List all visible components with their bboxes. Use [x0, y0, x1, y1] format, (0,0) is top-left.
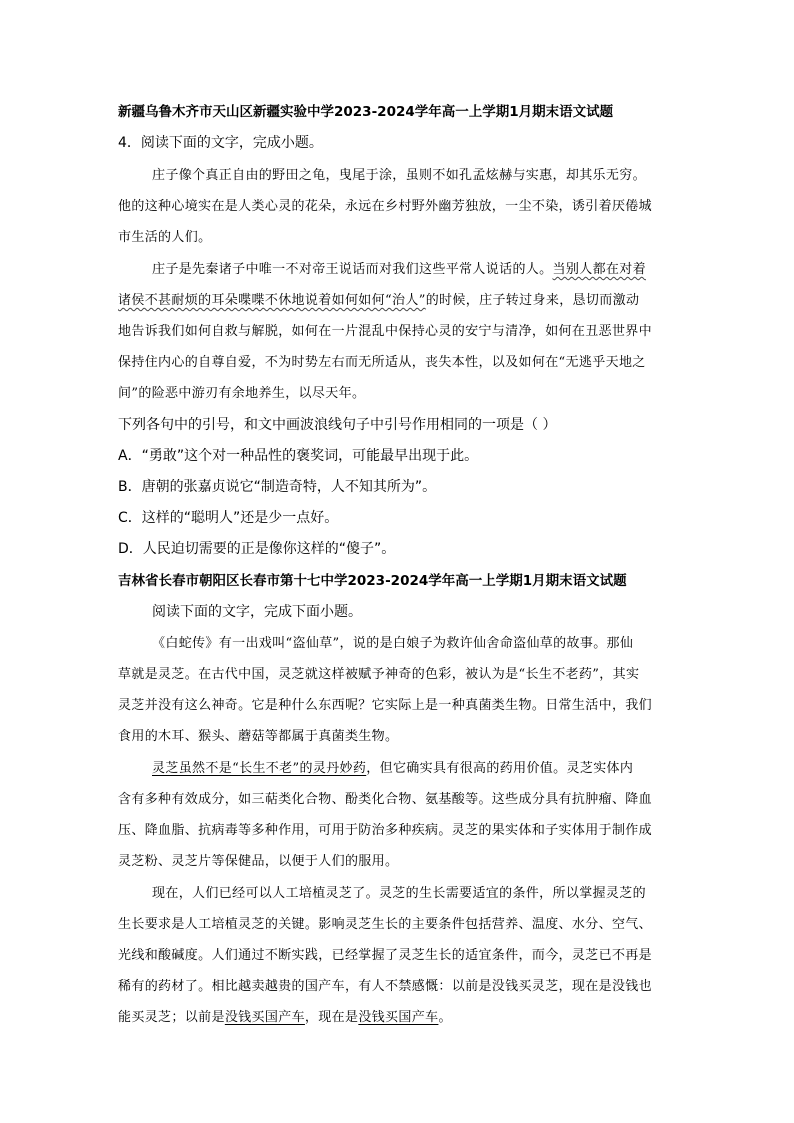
passage-1-para-2-line-2 — [118, 290, 639, 312]
passage-2-para-3-line-2: 生长要求是人工培植灵芝的关键。影响灵芝生长的主要条件包括营养、温度、水分、空气、 — [118, 917, 653, 932]
passage-2-para-1-line-3: 灵芝并没有这么神奇。它是种什么东西呢？它实际上是一种真菌类生物。日常生活中，我们 — [118, 698, 653, 713]
option-a: A．“勇敢”这个对一种品性的褒奖词，可能最早出现于此。 — [118, 448, 479, 464]
wavy-underlined-sentence: 当别人都在对着 — [552, 262, 646, 277]
passage-2-para-3-line-1: 现在，人们已经可以人工培植灵芝了。灵芝的生长需要适宜的条件，所以掌握灵芝的 — [152, 886, 646, 901]
passage-1-para-2-line-5: 间”的险恶中游刃有余地养生，以尽天年。 — [118, 386, 366, 401]
underlined-phrase-1: 没钱买国产车 — [224, 1010, 305, 1025]
passage-2-para-2-line-2: 含有多种有效成分，如三萜类化合物、酚类化合物、氨基酸等。这些成分具有抗肿瘤、降血 — [118, 792, 653, 807]
passage-1-para-2-line-4: 保持住内心的自尊自爱，不为时势左右而无所适从，丧失本性，以及如何在“无逃乎天地之 — [118, 355, 646, 370]
passage-2-para-1-line-2: 草就是灵芝。在古代中国，灵芝就这样被赋予神奇的色彩，被认为是“长生不老药”，其实 — [118, 667, 640, 682]
passage-1-para-1-line-2: 他的这种心境实在是人类心灵的花朵，永远在乡村野外幽芳独放，一尘不染，诱引着厌倦城 — [118, 199, 653, 214]
passage-2-para-1-line-4: 食用的木耳、猴头、蘑菇等都属于真菌类生物。 — [118, 729, 399, 744]
wavy-underlined-sentence-cont: 诸侯不甚耐烦的耳朵喋喋不休地说着如何如何“治人” — [118, 293, 426, 308]
text-segment-2: ，现在是 — [304, 1010, 359, 1025]
question-instruction-2: 阅读下面的文字，完成下面小题。 — [152, 604, 362, 620]
passage-1-para-1-line-3: 市生活的人们。 — [118, 230, 212, 245]
text-segment: 能买灵芝；以前是 — [118, 1010, 225, 1025]
passage-1-para-2-line-3: 地告诉我们如何自救与解脱，如何在一片混乱中保持心灵的安宁与清净，如何在丑恶世界中 — [118, 324, 653, 339]
option-c: C．这样的“聪明人”还是少一点好。 — [118, 510, 339, 526]
passage-2-para-3-line-3: 光线和酸碱度。人们通过不断实践，已经掌握了灵芝生长的适宜条件，而今，灵芝已不再是 — [118, 948, 653, 963]
source-title-2: 吉林省长春市朝阳区长春市第十七中学2023-2024学年高一上学期1月期末语文试题 — [118, 573, 627, 589]
text-segment-3: 。 — [438, 1010, 452, 1025]
question-instruction-1: 4．阅读下面的文字，完成小题。 — [118, 135, 323, 151]
passage-2-para-1-line-1: 《白蛇传》有一出戏叫“盗仙草”，说的是白娘子为救许仙舍命盗仙草的故事。那仙 — [152, 636, 634, 651]
underlined-sentence: 灵芝虽然不是“长生不老”的灵丹妙药 — [152, 761, 367, 776]
para-2-plain-text: 庄子是先秦诸子中唯一不对帝王说话而对我们这些平常人说话的人。 — [152, 262, 553, 277]
passage-2-para-2-line-4: 灵芝粉、灵芝片等保健品，以便于人们的服用。 — [118, 854, 399, 869]
passage-2-para-2-line-1 — [152, 758, 633, 780]
para-2-rest: ，但它确实具有很高的药用价值。灵芝实体内 — [366, 761, 634, 776]
passage-2-para-2-line-3: 压、降血脂、抗病毒等多种作用，可用于防治多种疾病。灵芝的果实体和子实体用于制作成 — [118, 823, 653, 838]
option-d: D．人民迫切需要的正是像你这样的“傻子”。 — [118, 541, 396, 557]
option-b: B．唐朝的张嘉贞说它“制造奇特，人不知其所为”。 — [118, 479, 437, 495]
passage-2-para-3-line-4: 稀有的药材了。相比越卖越贵的国产车，有人不禁感慨：以前是没钱买灵芝，现在是没钱也 — [118, 979, 653, 994]
para-2-plain-text-2: 的时候，庄子转过身来，恳切而激动 — [425, 293, 640, 308]
question-stem: 下列各句中的引号，和文中画波浪线句子中引号作用相同的一项是（ ） — [118, 417, 557, 433]
source-title-1: 新疆乌鲁木齐市天山区新疆实验中学2023-2024学年高一上学期1月期末语文试题 — [118, 104, 614, 120]
passage-2-para-3-line-5 — [118, 1007, 452, 1029]
passage-1-para-1-line-1: 庄子像个真正自由的野田之龟，曳尾于涂，虽则不如孔孟炫赫与实惠，却其乐无穷。 — [152, 168, 646, 183]
underlined-phrase-2: 没钱买国产车 — [358, 1010, 439, 1025]
passage-1-para-2-line-1 — [152, 259, 646, 281]
